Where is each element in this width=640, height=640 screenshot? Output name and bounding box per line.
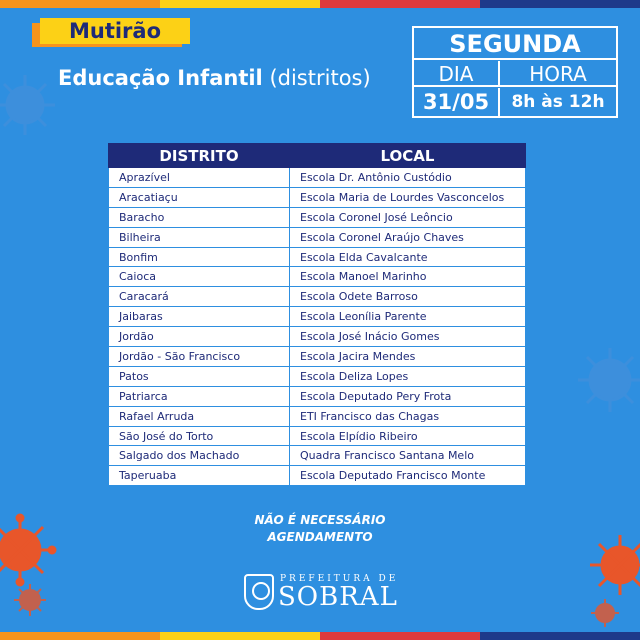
subtitle: [58, 66, 371, 90]
distrito-cell: Bilheira: [109, 227, 290, 247]
prefeitura-sobral-logo: [244, 572, 404, 612]
distrito-cell: Bonfim: [109, 247, 290, 267]
table-row: [109, 207, 526, 227]
local-cell: Escola Dr. Antônio Custódio: [290, 168, 526, 188]
schedule-time: 8h às 12h: [511, 92, 605, 112]
distrito-cell: Jaibaras: [109, 307, 290, 327]
locations-table: [108, 143, 526, 486]
header-distrito: DISTRITO: [109, 144, 290, 168]
table-row: [109, 406, 526, 426]
notice-line-1: NÃO É NECESSÁRIO: [254, 513, 386, 527]
mutirao-badge: [32, 18, 192, 46]
distrito-cell: Baracho: [109, 207, 290, 227]
header-local: LOCAL: [290, 144, 526, 168]
distrito-cell: Salgado dos Machado: [109, 446, 290, 466]
virus-decoration-icon: [0, 500, 90, 630]
table-row: [109, 168, 526, 188]
distrito-cell: Patriarca: [109, 386, 290, 406]
distrito-cell: Rafael Arruda: [109, 406, 290, 426]
local-cell: Escola Manoel Marinho: [290, 267, 526, 287]
notice-text: [200, 512, 440, 546]
table-row: [109, 366, 526, 386]
notice-line-2: AGENDAMENTO: [267, 530, 373, 544]
local-cell: Escola Maria de Lourdes Vasconcelos: [290, 187, 526, 207]
local-cell: Escola Deliza Lopes: [290, 366, 526, 386]
table-row: [109, 187, 526, 207]
virus-decoration-icon: [570, 340, 640, 420]
bottom-color-stripes: [0, 632, 640, 640]
top-color-stripes: [0, 0, 640, 8]
virus-decoration-icon: [0, 70, 60, 140]
distrito-cell: Aprazível: [109, 168, 290, 188]
local-cell: ETI Francisco das Chagas: [290, 406, 526, 426]
distrito-cell: Aracatiaçu: [109, 187, 290, 207]
table-row: [109, 247, 526, 267]
local-cell: Escola Coronel José Leôncio: [290, 207, 526, 227]
distrito-cell: Taperuaba: [109, 466, 290, 486]
distrito-cell: Caracará: [109, 287, 290, 307]
distrito-cell: São José do Torto: [109, 426, 290, 446]
schedule-day: SEGUNDA: [414, 28, 616, 60]
local-cell: Quadra Francisco Santana Melo: [290, 446, 526, 466]
local-cell: Escola Deputado Francisco Monte: [290, 466, 526, 486]
logo-top-text: PREFEITURA DE: [280, 574, 399, 584]
table-row: [109, 426, 526, 446]
table-row: [109, 466, 526, 486]
local-cell: Escola Coronel Araújo Chaves: [290, 227, 526, 247]
logo-main-text: SOBRAL: [278, 582, 398, 612]
table-row: [109, 307, 526, 327]
subtitle-light: (distritos): [269, 66, 371, 90]
table-row: [109, 327, 526, 347]
local-cell: Escola Jacira Mendes: [290, 347, 526, 367]
badge-label: Mutirão: [40, 18, 190, 44]
table-row: [109, 446, 526, 466]
local-cell: Escola Leonília Parente: [290, 307, 526, 327]
schedule-box: [412, 26, 618, 118]
table-row: [109, 386, 526, 406]
distrito-cell: Caioca: [109, 267, 290, 287]
local-cell: Escola Elda Cavalcante: [290, 247, 526, 267]
distrito-cell: Jordão - São Francisco: [109, 347, 290, 367]
distrito-cell: Jordão: [109, 327, 290, 347]
city-crest-icon: [244, 574, 274, 610]
local-cell: Escola Elpídio Ribeiro: [290, 426, 526, 446]
table-row: [109, 287, 526, 307]
table-row: [109, 267, 526, 287]
subtitle-bold: Educação Infantil: [58, 66, 263, 90]
table-row: [109, 227, 526, 247]
schedule-time-label: HORA: [500, 61, 616, 87]
table-header-row: [109, 144, 526, 168]
virus-decoration-icon: [575, 525, 640, 635]
schedule-date: 31/05: [414, 88, 500, 116]
local-cell: Escola José Inácio Gomes: [290, 327, 526, 347]
local-cell: Escola Odete Barroso: [290, 287, 526, 307]
distrito-cell: Patos: [109, 366, 290, 386]
schedule-date-label: DIA: [414, 61, 500, 87]
table-row: [109, 347, 526, 367]
local-cell: Escola Deputado Pery Frota: [290, 386, 526, 406]
